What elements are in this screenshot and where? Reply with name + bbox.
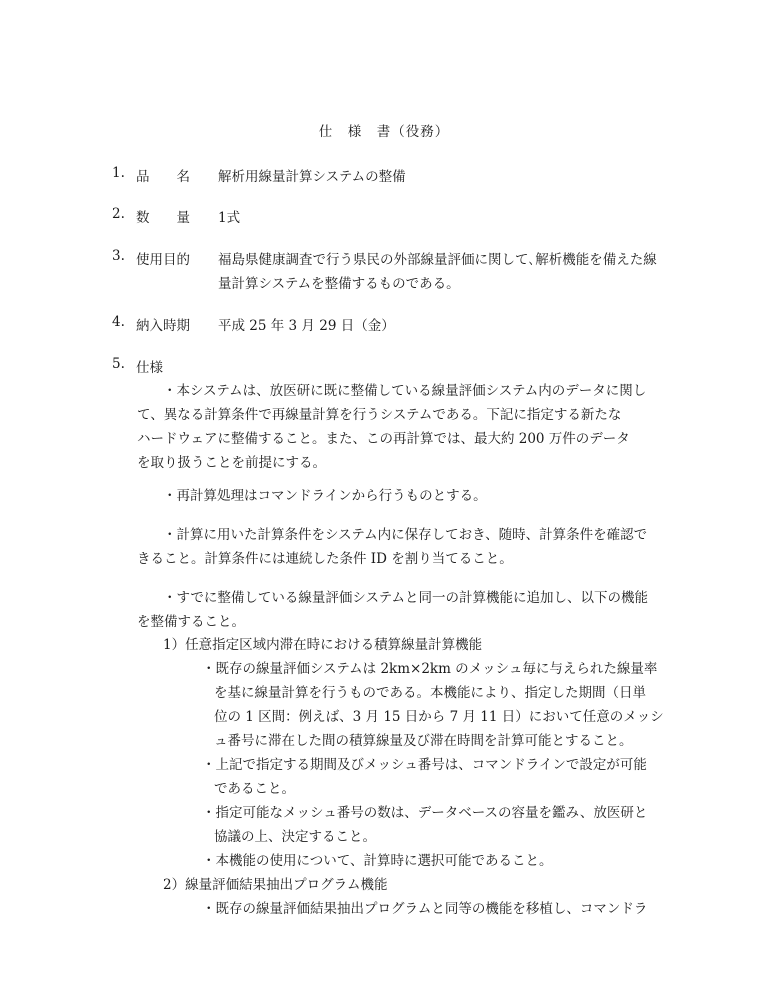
subsection-line: ュ番号に滞在した間の積算線量及び滞在時間を計算可能とすること。 [214,733,633,749]
subsection-line: ・既存の線量評価結果抽出プログラムと同等の機能を移植し、コマンドラ [202,901,648,917]
item-number: 2. [112,206,125,222]
subsection-line: ・上記で指定する期間及びメッシュ番号は、コマンドラインで設定が可能 [202,757,647,773]
item-label: 品 名 [136,169,190,185]
subsection-line: ・本機能の使用について、計算時に選択可能であること。 [202,853,553,869]
subsection-line: 位の 1 区間：例えば、3 月 15 日から 7 月 11 日）において任意のメッシ [214,709,664,725]
subsection-line: であること。 [214,781,295,797]
item-value: 解析用線量計算システムの整備 [218,169,406,185]
item-label: 納入時期 [136,318,190,334]
item-value: 平成 25 年 3 月 29 日（金） [218,318,395,334]
subsection-title: 1）任意指定区域内滞在時における積算線量計算機能 [163,637,483,653]
item-label: 使用目的 [136,252,190,268]
spec-paragraph-line: を取り扱うことを前提にする。 [137,455,326,471]
item-label: 仕様 [136,360,163,376]
document-title: 仕 様 書（役務） [318,124,450,140]
item-number: 5. [112,356,125,372]
item-number: 1. [112,165,125,181]
item-value: 1式 [218,210,241,226]
spec-paragraph-line: ・すでに整備している線量評価システムと同一の計算機能に追加し、以下の機能 [163,590,649,606]
spec-paragraph-line: ・再計算処理はコマンドラインから行うものとする。 [163,488,487,504]
spec-paragraph-line: ハードウェアに整備すること。また、この再計算では、最大約 200 万件のデータ [137,431,630,447]
spec-paragraph-line: ・本システムは、放医研に既に整備している線量評価システム内のデータに関し [163,383,647,399]
spec-paragraph-line: きること。計算条件には連続した条件 ID を割り当てること。 [137,551,513,567]
item-label: 数 量 [136,210,190,226]
item-number: 3. [112,248,125,264]
subsection-title: 2）線量評価結果抽出プログラム機能 [163,877,388,893]
subsection-line: ・既存の線量評価システムは 2km×2km のメッシュ毎に与えられた線量率 [202,661,658,677]
spec-paragraph-line: て、異なる計算条件で再線量計算を行うシステムである。下記に指定する新たな [137,407,622,423]
spec-paragraph-line: を整備すること。 [137,614,245,630]
item-value-line: 量計算システムを整備するものである。 [218,276,460,292]
item-value-line: 福島県健康調査で行う県民の外部線量評価に関して､解析機能を備えた線 [218,252,657,268]
spec-paragraph-line: ・計算に用いた計算条件をシステム内に保存しておき、随時、計算条件を確認で [163,527,648,543]
item-number: 4. [112,314,125,330]
subsection-line: ・指定可能なメッシュ番号の数は、データベースの容量を鑑み、放医研と [202,805,648,821]
subsection-line: を基に線量計算を行うものである。本機能により、指定した期間（日単 [214,685,646,701]
subsection-line: 協議の上、決定すること。 [214,829,376,845]
